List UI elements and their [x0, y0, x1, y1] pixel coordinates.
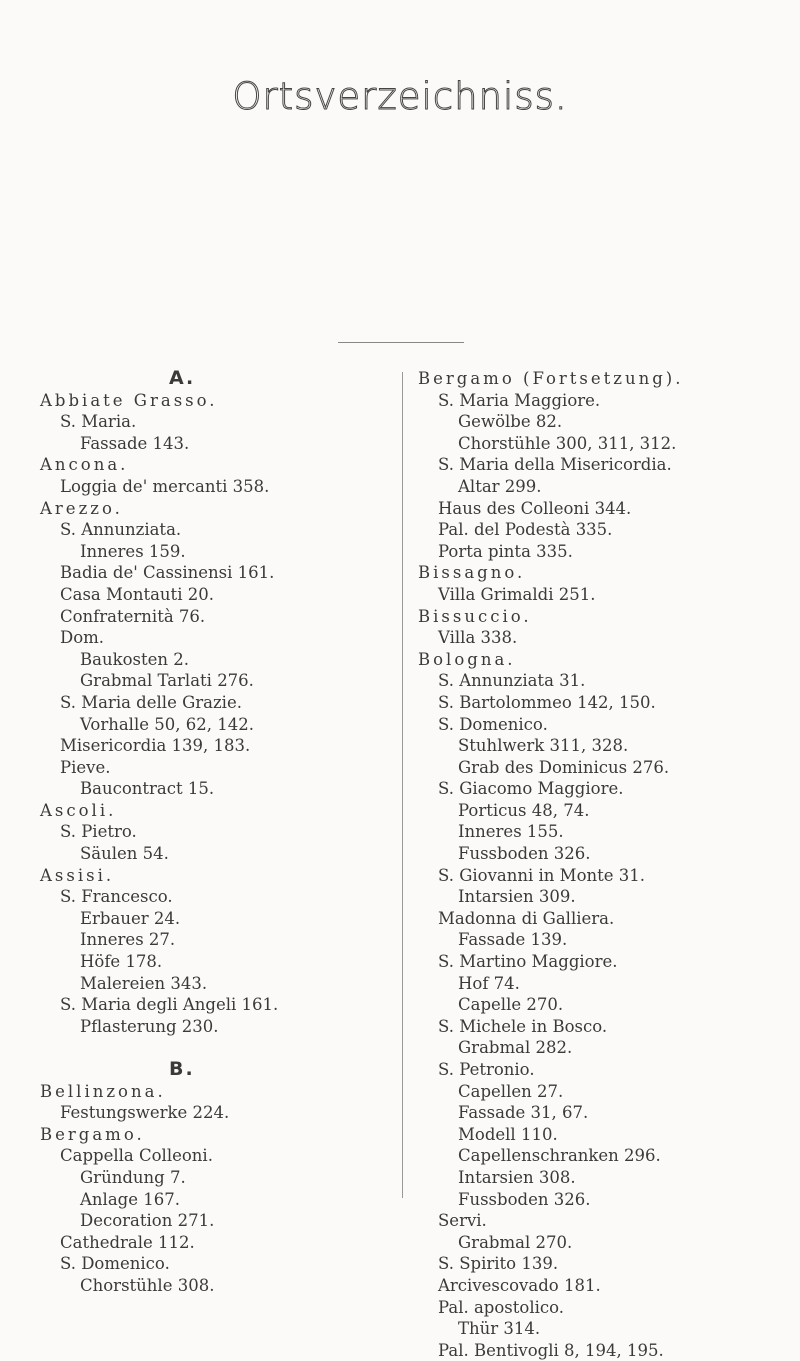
index-entry: Inneres 159. — [80, 541, 186, 561]
index-place-entry: Bissagno. — [418, 563, 526, 583]
index-entry: Säulen 54. — [80, 844, 169, 864]
index-entry: Casa Montauti 20. — [60, 584, 214, 604]
section-spacer — [40, 1037, 390, 1059]
index-entry: S. Maria della Misericordia. — [438, 455, 672, 475]
index-entry: S. Giovanni in Monte 31. — [438, 865, 646, 885]
index-entry: Erbauer 24. — [80, 908, 181, 928]
index-place-entry: Bergamo (Fortsetzung). — [418, 369, 684, 388]
index-place-entry: Abbiate Grasso. — [40, 390, 218, 410]
index-place-entry: Bissuccio. — [418, 606, 532, 626]
index-entry: Pflasterung 230. — [80, 1016, 219, 1036]
title-divider — [338, 342, 464, 343]
index-entry: Madonna di Galliera. — [438, 908, 615, 928]
index-entry: S. Spirito 139. — [438, 1254, 559, 1274]
index-entry: S. Domenico. — [438, 714, 548, 734]
index-entry: Intarsien 309. — [458, 887, 576, 907]
index-entry: S. Michele in Bosco. — [438, 1016, 608, 1036]
index-entry: Capelle 270. — [458, 995, 564, 1015]
index-place-entry: Bologna. — [418, 649, 516, 669]
left-column — [40, 368, 390, 1297]
index-entry: Hof 74. — [458, 973, 520, 993]
index-entry: S. Domenico. — [60, 1254, 170, 1274]
index-entry: Loggia de' mercanti 358. — [60, 476, 270, 496]
index-entry: Misericordia 139, 183. — [60, 736, 251, 756]
index-entry: Pal. del Podestà 335. — [438, 520, 613, 540]
index-entry: S. Maria degli Angeli 161. — [60, 995, 279, 1015]
index-entry: Modell 110. — [458, 1124, 558, 1144]
index-entry: Dom. — [60, 628, 105, 648]
index-entry: Capellenschranken 296. — [458, 1146, 661, 1166]
index-entry: Stuhlwerk 311, 328. — [458, 736, 629, 756]
index-entry: Pieve. — [60, 757, 111, 777]
index-entry: Confraternità 76. — [60, 606, 206, 626]
index-entry: Badia de' Cassinensi 161. — [60, 563, 275, 583]
index-entry: S. Annunziata 31. — [438, 671, 586, 691]
index-entry: S. Maria Maggiore. — [438, 390, 601, 410]
index-entry: Porticus 48, 74. — [458, 800, 590, 820]
index-entry: S. Bartolommeo 142, 150. — [438, 692, 656, 712]
index-place-entry: Assisi. — [40, 865, 115, 885]
column-divider — [402, 372, 403, 1198]
index-entry: Malereien 343. — [80, 973, 208, 993]
index-entry: Fassade 143. — [80, 433, 190, 453]
index-entry: S. Maria. — [60, 412, 137, 432]
index-entry: Decoration 271. — [80, 1211, 215, 1231]
index-entry: S. Maria delle Grazie. — [60, 692, 242, 712]
index-entry: Grabmal 270. — [458, 1232, 573, 1252]
index-entry: Chorstühle 308. — [80, 1275, 215, 1295]
index-entry: Gewölbe 82. — [458, 412, 563, 432]
index-entry: Cathedrale 112. — [60, 1232, 195, 1252]
index-entry: Fussboden 326. — [458, 844, 591, 864]
index-place-entry: Bergamo. — [40, 1124, 145, 1144]
index-entry: Inneres 155. — [458, 822, 564, 842]
index-entry: Porta pinta 335. — [438, 541, 573, 561]
index-place-entry: Bellinzona. — [40, 1081, 166, 1101]
index-entry: Inneres 27. — [80, 930, 176, 950]
index-entry: S. Martino Maggiore. — [438, 952, 618, 972]
index-entry: Fussboden 326. — [458, 1189, 591, 1209]
index-place-entry: Ascoli. — [40, 800, 117, 820]
index-entry: Gründung 7. — [80, 1167, 186, 1187]
index-entry: Haus des Colleoni 344. — [438, 498, 632, 518]
index-entry: Grabmal Tarlati 276. — [80, 671, 254, 691]
index-entry: Baukosten 2. — [80, 649, 189, 669]
index-place-entry: Arezzo. — [40, 498, 123, 518]
index-entry: Pal. Bentivogli 8, 194, 195. — [438, 1340, 664, 1360]
index-entry: Pal. apostolico. — [438, 1297, 565, 1317]
index-entry: Villa 338. — [438, 628, 518, 648]
index-entry: Capellen 27. — [458, 1081, 564, 1101]
index-entry: Arcivescovado 181. — [438, 1275, 601, 1295]
page-title: Ortsverzeichniss. — [232, 75, 568, 118]
index-place-entry: Ancona. — [40, 455, 129, 475]
index-entry: Festungswerke 224. — [60, 1103, 230, 1123]
index-entry: Altar 299. — [458, 476, 542, 496]
index-entry: Villa Grimaldi 251. — [438, 584, 596, 604]
section-heading: A. — [169, 367, 196, 389]
index-entry: Höfe 178. — [80, 952, 163, 972]
index-entry: S. Pietro. — [60, 822, 137, 842]
index-entry: S. Francesco. — [60, 887, 173, 907]
index-entry: Chorstühle 300, 311, 312. — [458, 433, 677, 453]
index-entry: Vorhalle 50, 62, 142. — [80, 714, 254, 734]
index-entry: S. Petronio. — [438, 1060, 535, 1079]
index-entry: Cappella Colleoni. — [60, 1146, 213, 1166]
index-entry: Thür 314. — [458, 1319, 541, 1339]
right-column — [418, 368, 798, 1361]
index-entry: S. Annunziata. — [60, 520, 182, 540]
index-entry: Baucontract 15. — [80, 779, 215, 799]
index-entry: Anlage 167. — [80, 1189, 180, 1209]
index-entry: Grabmal 282. — [458, 1038, 573, 1058]
index-entry: S. Giacomo Maggiore. — [438, 779, 624, 799]
index-entry: Servi. — [438, 1211, 487, 1231]
index-entry: Fassade 31, 67. — [458, 1103, 589, 1123]
index-entry: Grab des Dominicus 276. — [458, 757, 670, 777]
section-heading: B. — [169, 1058, 195, 1080]
index-entry: Intarsien 308. — [458, 1167, 576, 1187]
index-entry: Fassade 139. — [458, 930, 568, 950]
